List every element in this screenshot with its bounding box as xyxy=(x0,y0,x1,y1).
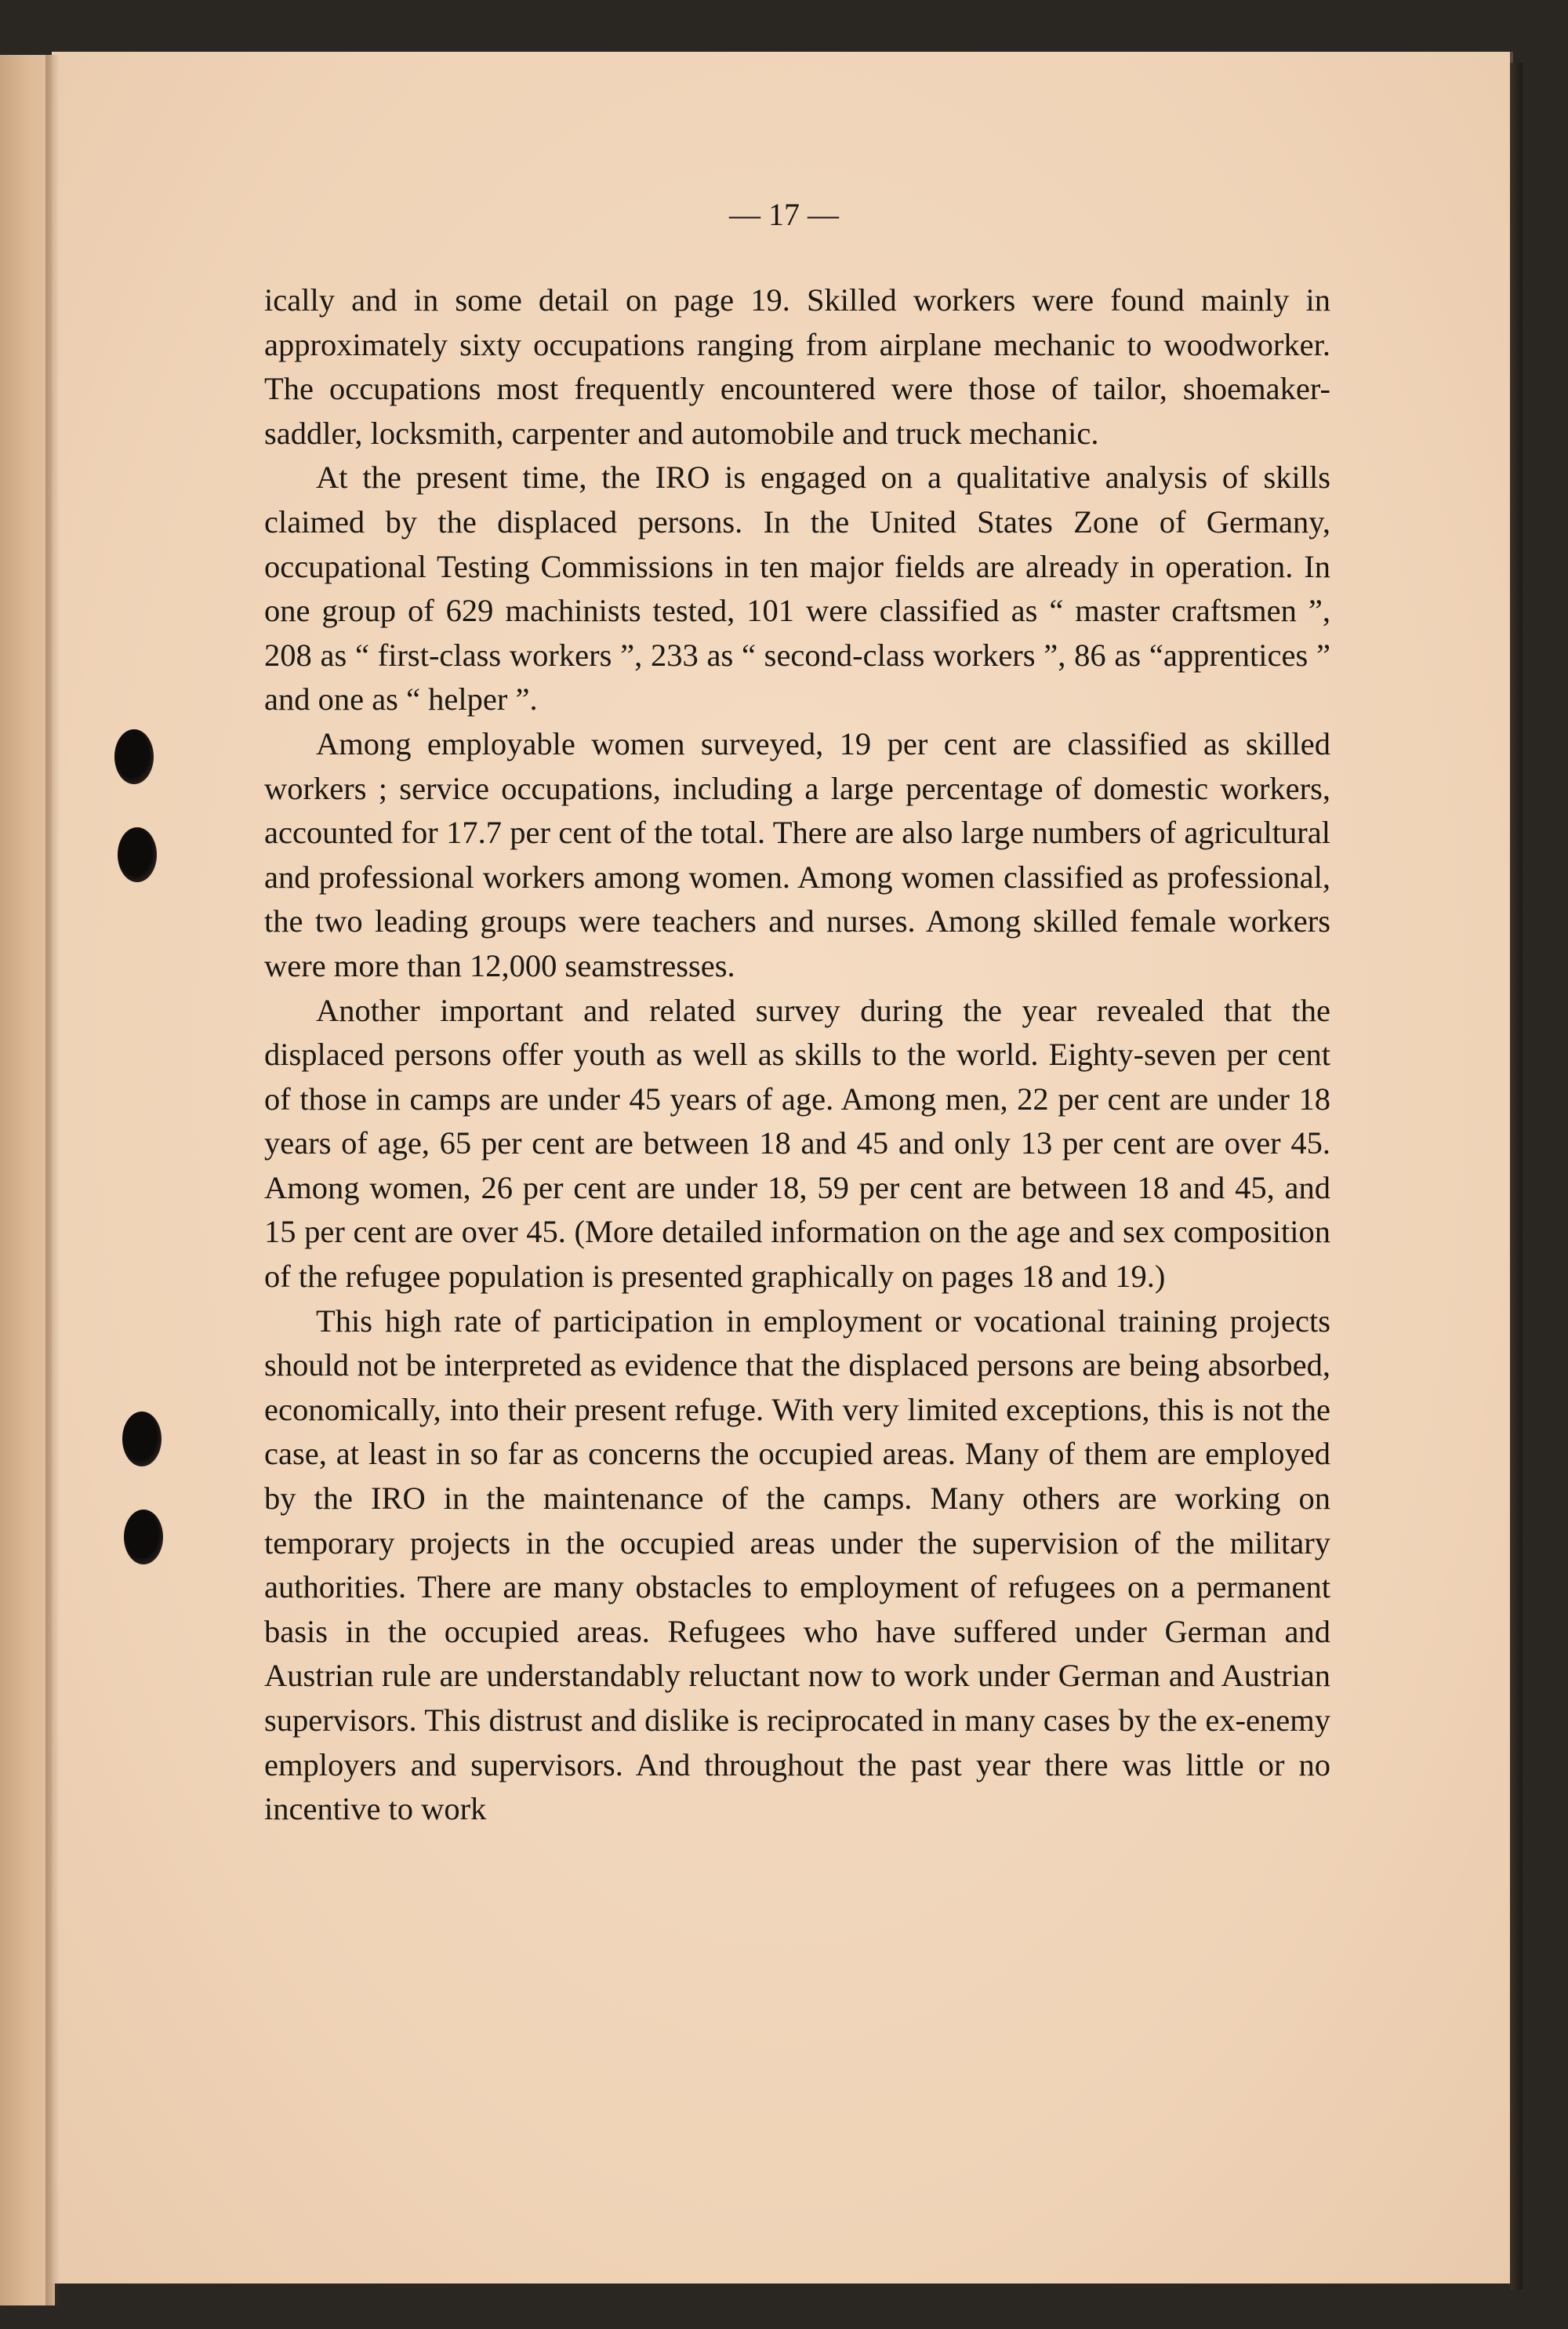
page-edge-shadow xyxy=(1510,63,1523,2290)
paragraph-5: This high rate of participation in employment or vocational training projects should not be interpreted as evidence that the displaced persons are being absorbed, economically, into their present refuge. With very limited exceptions, this is not the case, at least in so far as concerns the occupied areas. Many of them are employed by the IRO in the maintenance of the camps. Many others are working on temporary projects in the occupied areas under the supervision of the military authorities. There are many obstacles to employment of refugees on a permanent basis in the occupied areas. Refugees who have suffered under German and Austrian rule are understandably reluctant now to work under German and Austrian supervisors. This distrust and dislike is reciprocated in many cases by the ex-enemy employers and supervisors. And throughout the past year there was little or no incentive to work xyxy=(264,1303,1330,1827)
binding-hole-4 xyxy=(124,1510,163,1564)
paragraph-3: Among employable women surveyed, 19 per cent are classified as skilled workers ; service occupations, including a large percentage of domestic workers, accounted for 17.7 per cent of the total. There are also large numbers of agricultural and professional workers among women. Among women classified as professional, the two leading groups were teachers and nurses. Among skilled female workers were more than 12,000 seamstresses. xyxy=(264,725,1330,983)
binding-hole-1 xyxy=(114,729,154,784)
paragraph-4: Another important and related survey during the year revealed that the displaced persons offer youth as well as skills to the world. Eighty-seven per cent of those in camps are under 45 years of age. Among men, 22 per cent are under 18 years of age, 65 per cent are between 18 and 45 and only 13 per cent are over 45. Among women, 26 per cent are under 18, 59 per cent are between 18 and 45, and 15 per cent are over 45. (More detailed information on the age and sex composition of the refugee population is presented graphically on pages 18 and 19.) xyxy=(264,992,1330,1295)
body-text xyxy=(264,278,1330,1832)
page-number: — 17 — xyxy=(729,197,839,232)
spine-shadow xyxy=(45,55,60,2305)
paragraph-1: ically and in some detail on page 19. Skilled workers were found mainly in approximately sixty occupations ranging from airplane mechanic to woodworker. The occupations most frequently encountered were those of tailor, shoemaker-saddler, locksmith, carpenter and automobile and truck mechanic. xyxy=(264,282,1330,451)
binding-hole-2 xyxy=(118,827,157,882)
paragraph-2: At the present time, the IRO is engaged on a qualitative analysis of skills claimed by the displaced persons. In the United States Zone of Germany, occupational Testing Commissions in ten major fields are already in operation. In one group of 629 machinists tested, 101 were classified as “ master craftsmen ”, 208 as “ first-class workers ”, 233 as “ second-class workers ”, 86 as “apprentices ” and one as “ helper ”. xyxy=(264,460,1330,718)
binding-hole-3 xyxy=(122,1412,162,1466)
